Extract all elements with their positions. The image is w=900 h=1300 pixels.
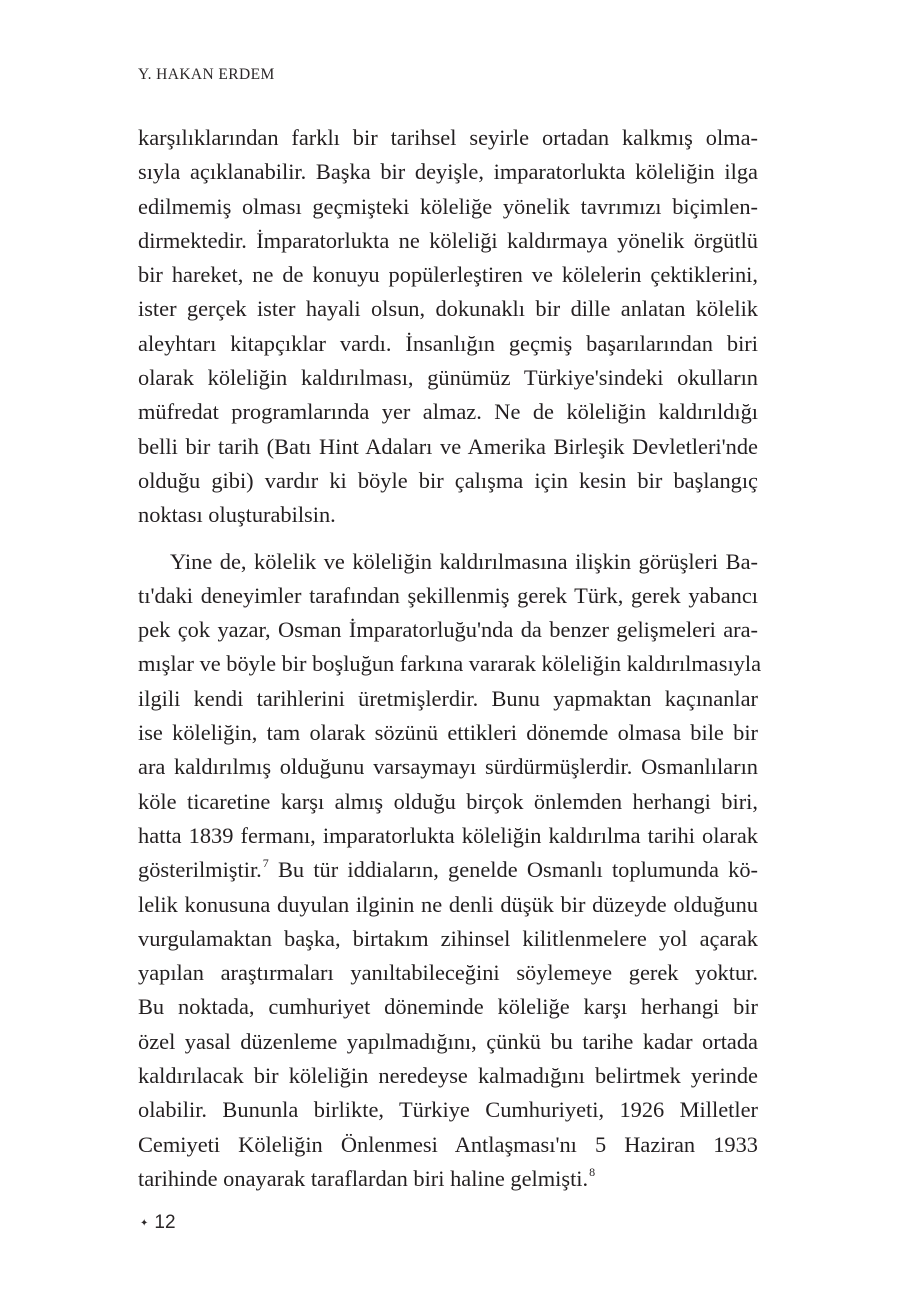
text-line: bir hareket, ne de konuyu popülerleştiren ve kölelerin çektiklerini,: [138, 262, 758, 288]
page-number: [140, 1212, 176, 1234]
text-line: özel yasal düzenleme yapılmadığını, çünkü bu tarihe kadar ortada: [138, 1028, 758, 1054]
text-line-with-footnote: [138, 1162, 758, 1196]
text-line: ilgili kendi tarihlerini üretmişlerdir. Bunu yapmaktan kaçınanlar: [138, 685, 758, 711]
text-line: köle ticaretine karşı almış olduğu birçok önlemden herhangi biri,: [138, 788, 758, 814]
text-line: müfredat programlarında yer almaz. Ne de köleliğin kaldırıldığı: [138, 399, 758, 425]
text-line: olduğu gibi) vardır ki böyle bir çalışma için kesin bir başlangıç: [138, 467, 758, 493]
folio-diamond-icon: ✦: [140, 1218, 149, 1229]
text-line: edilmemiş olması geçmişteki köleliğe yönelik tavrımızı biçimlen-: [138, 193, 758, 219]
text-line: ister gerçek ister hayali olsun, dokunaklı bir dille anlatan kölelik: [138, 296, 758, 322]
paragraph-1: [138, 121, 758, 533]
text-segment: tarihinde onayarak taraflardan biri haline gelmişti.: [138, 1165, 589, 1191]
text-line: dirmektedir. İmparatorlukta ne köleliği kaldırmaya yönelik örgütlü: [138, 227, 758, 253]
running-head: Y. HAKAN ERDEM: [138, 66, 275, 83]
text-line: olarak köleliğin kaldırılması, günümüz Türkiye'sindeki okulların: [138, 365, 758, 391]
text-line: karşılıklarından farklı bir tarihsel seyirle ortadan kalkmış olma-: [138, 125, 758, 150]
text-line: Bu noktada, cumhuriyet döneminde köleliğe karşı herhangi bir: [138, 994, 758, 1020]
footnote-ref-7[interactable]: 7: [262, 856, 269, 871]
text-line: ara kaldırılmış olduğunu varsaymayı sürdürmüşlerdir. Osmanlıların: [138, 754, 758, 780]
text-line: kaldırılacak bir köleliğin neredeyse kalmadığını belirtmek yerinde: [138, 1063, 758, 1089]
paragraph-2: [138, 545, 762, 1197]
text-line: noktası oluşturabilsin.: [138, 502, 336, 528]
text-segment: Bu tür iddiaların, genelde Osmanlı toplumunda kö-: [268, 857, 758, 883]
body-text: [138, 121, 762, 1196]
text-line: aleyhtarı kitapçıklar vardı. İnsanlığın geçmiş başarılarından biri: [138, 330, 758, 356]
text-line: pek çok yazar, Osman İmparatorluğu'nda da benzer gelişmeleri ara-: [138, 617, 758, 643]
text-line: Yine de, kölelik ve köleliğin kaldırılmasına ilişkin görüşleri Ba-: [170, 548, 758, 574]
text-line: lelik konusuna duyulan ilginin ne denli düşük bir düzeyde olduğunu: [138, 891, 758, 917]
page-number-value: 12: [154, 1212, 176, 1233]
text-line: mışlar ve böyle bir boşluğun farkına vararak köleliğin kaldırılmasıyla: [138, 651, 762, 677]
text-line: hatta 1839 fermanı, imparatorlukta köleliğin kaldırılma tarihi olarak: [138, 822, 758, 848]
text-line: olabilir. Bununla birlikte, Türkiye Cumhuriyeti, 1926 Milletler: [138, 1097, 758, 1123]
text-line: ise köleliğin, tam olarak sözünü ettikleri dönemde olmasa bile bir: [138, 720, 758, 746]
text-line-with-footnote: [138, 853, 758, 887]
text-line: tı'daki deneyimler tarafından şekillenmiş gerek Türk, gerek yabancı: [138, 582, 758, 608]
text-line: Cemiyeti Köleliğin Önlenmesi Antlaşması'nı 5 Haziran 1933: [138, 1131, 758, 1157]
text-line: vurgulamaktan başka, birtakım zihinsel kilitlenmelere yol açarak: [138, 925, 758, 951]
text-line: yapılan araştırmaları yanıltabileceğini söylemeye gerek yoktur.: [138, 960, 758, 986]
text-line: belli bir tarih (Batı Hint Adaları ve Amerika Birleşik Devletleri'nde: [138, 433, 758, 459]
text-segment: gösterilmiştir.: [138, 857, 262, 883]
text-line: sıyla açıklanabilir. Başka bir deyişle, imparatorlukta köleliğin ilga: [138, 159, 758, 185]
footnote-ref-8[interactable]: 8: [589, 1164, 596, 1179]
